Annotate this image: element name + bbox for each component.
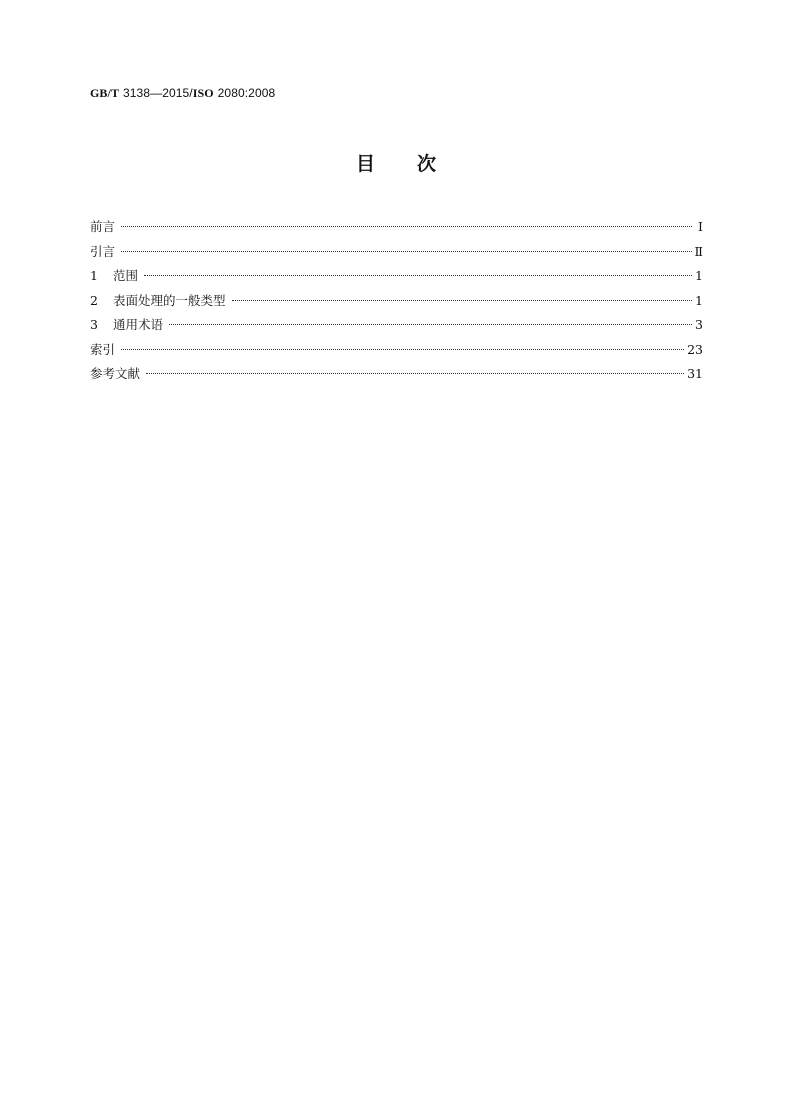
standard-code-prefix: GB/T [90, 86, 120, 100]
toc-entry-number: 2 [90, 292, 98, 308]
toc-entry-general-types[interactable] [90, 289, 703, 314]
toc-entry-label: 表面处理的一般类型 [113, 292, 226, 308]
iso-code-number: 2080:2008 [217, 86, 276, 100]
toc-entry-foreword[interactable] [90, 215, 703, 240]
toc-entry-introduction[interactable] [90, 240, 703, 265]
toc-entry-page: 1 [695, 292, 703, 308]
toc-entry-page: 23 [687, 341, 703, 357]
toc-dot-leader [121, 226, 692, 227]
toc-entry-number: 1 [90, 268, 98, 283]
page-title-part-2: 次 [417, 153, 437, 175]
toc-entry-general-terms[interactable] [90, 313, 703, 338]
toc-dot-leader [121, 251, 691, 252]
toc-entry-label: 引言 [90, 243, 116, 259]
toc-entry-number: 3 [90, 317, 98, 332]
toc-dot-leader [169, 324, 692, 325]
standard-code-number: 3138—2015/ [123, 86, 193, 100]
toc-entry-index[interactable] [90, 338, 703, 363]
table-of-contents [90, 215, 703, 387]
page-title [0, 150, 792, 178]
toc-entry-page: Ⅱ [694, 243, 703, 259]
toc-dot-leader [121, 349, 684, 350]
iso-code-prefix: ISO [192, 86, 214, 100]
toc-entry-bibliography[interactable] [90, 362, 703, 387]
toc-entry-page: 31 [687, 366, 703, 381]
toc-entry-label: 参考文献 [90, 366, 141, 381]
toc-entry-page: Ⅰ [698, 219, 703, 234]
toc-entry-label: 前言 [90, 219, 116, 234]
toc-entry-page: 1 [695, 268, 703, 283]
standard-code-header [90, 85, 275, 101]
page-title-part-1: 目 [355, 153, 375, 175]
toc-entry-label: 范围 [113, 268, 139, 283]
toc-dot-leader [146, 373, 684, 374]
toc-entry-label: 索引 [90, 341, 116, 357]
toc-entry-label: 通用术语 [113, 317, 164, 332]
toc-dot-leader [144, 275, 692, 276]
toc-entry-page: 3 [695, 317, 703, 332]
toc-dot-leader [232, 300, 692, 301]
toc-entry-scope[interactable] [90, 264, 703, 289]
